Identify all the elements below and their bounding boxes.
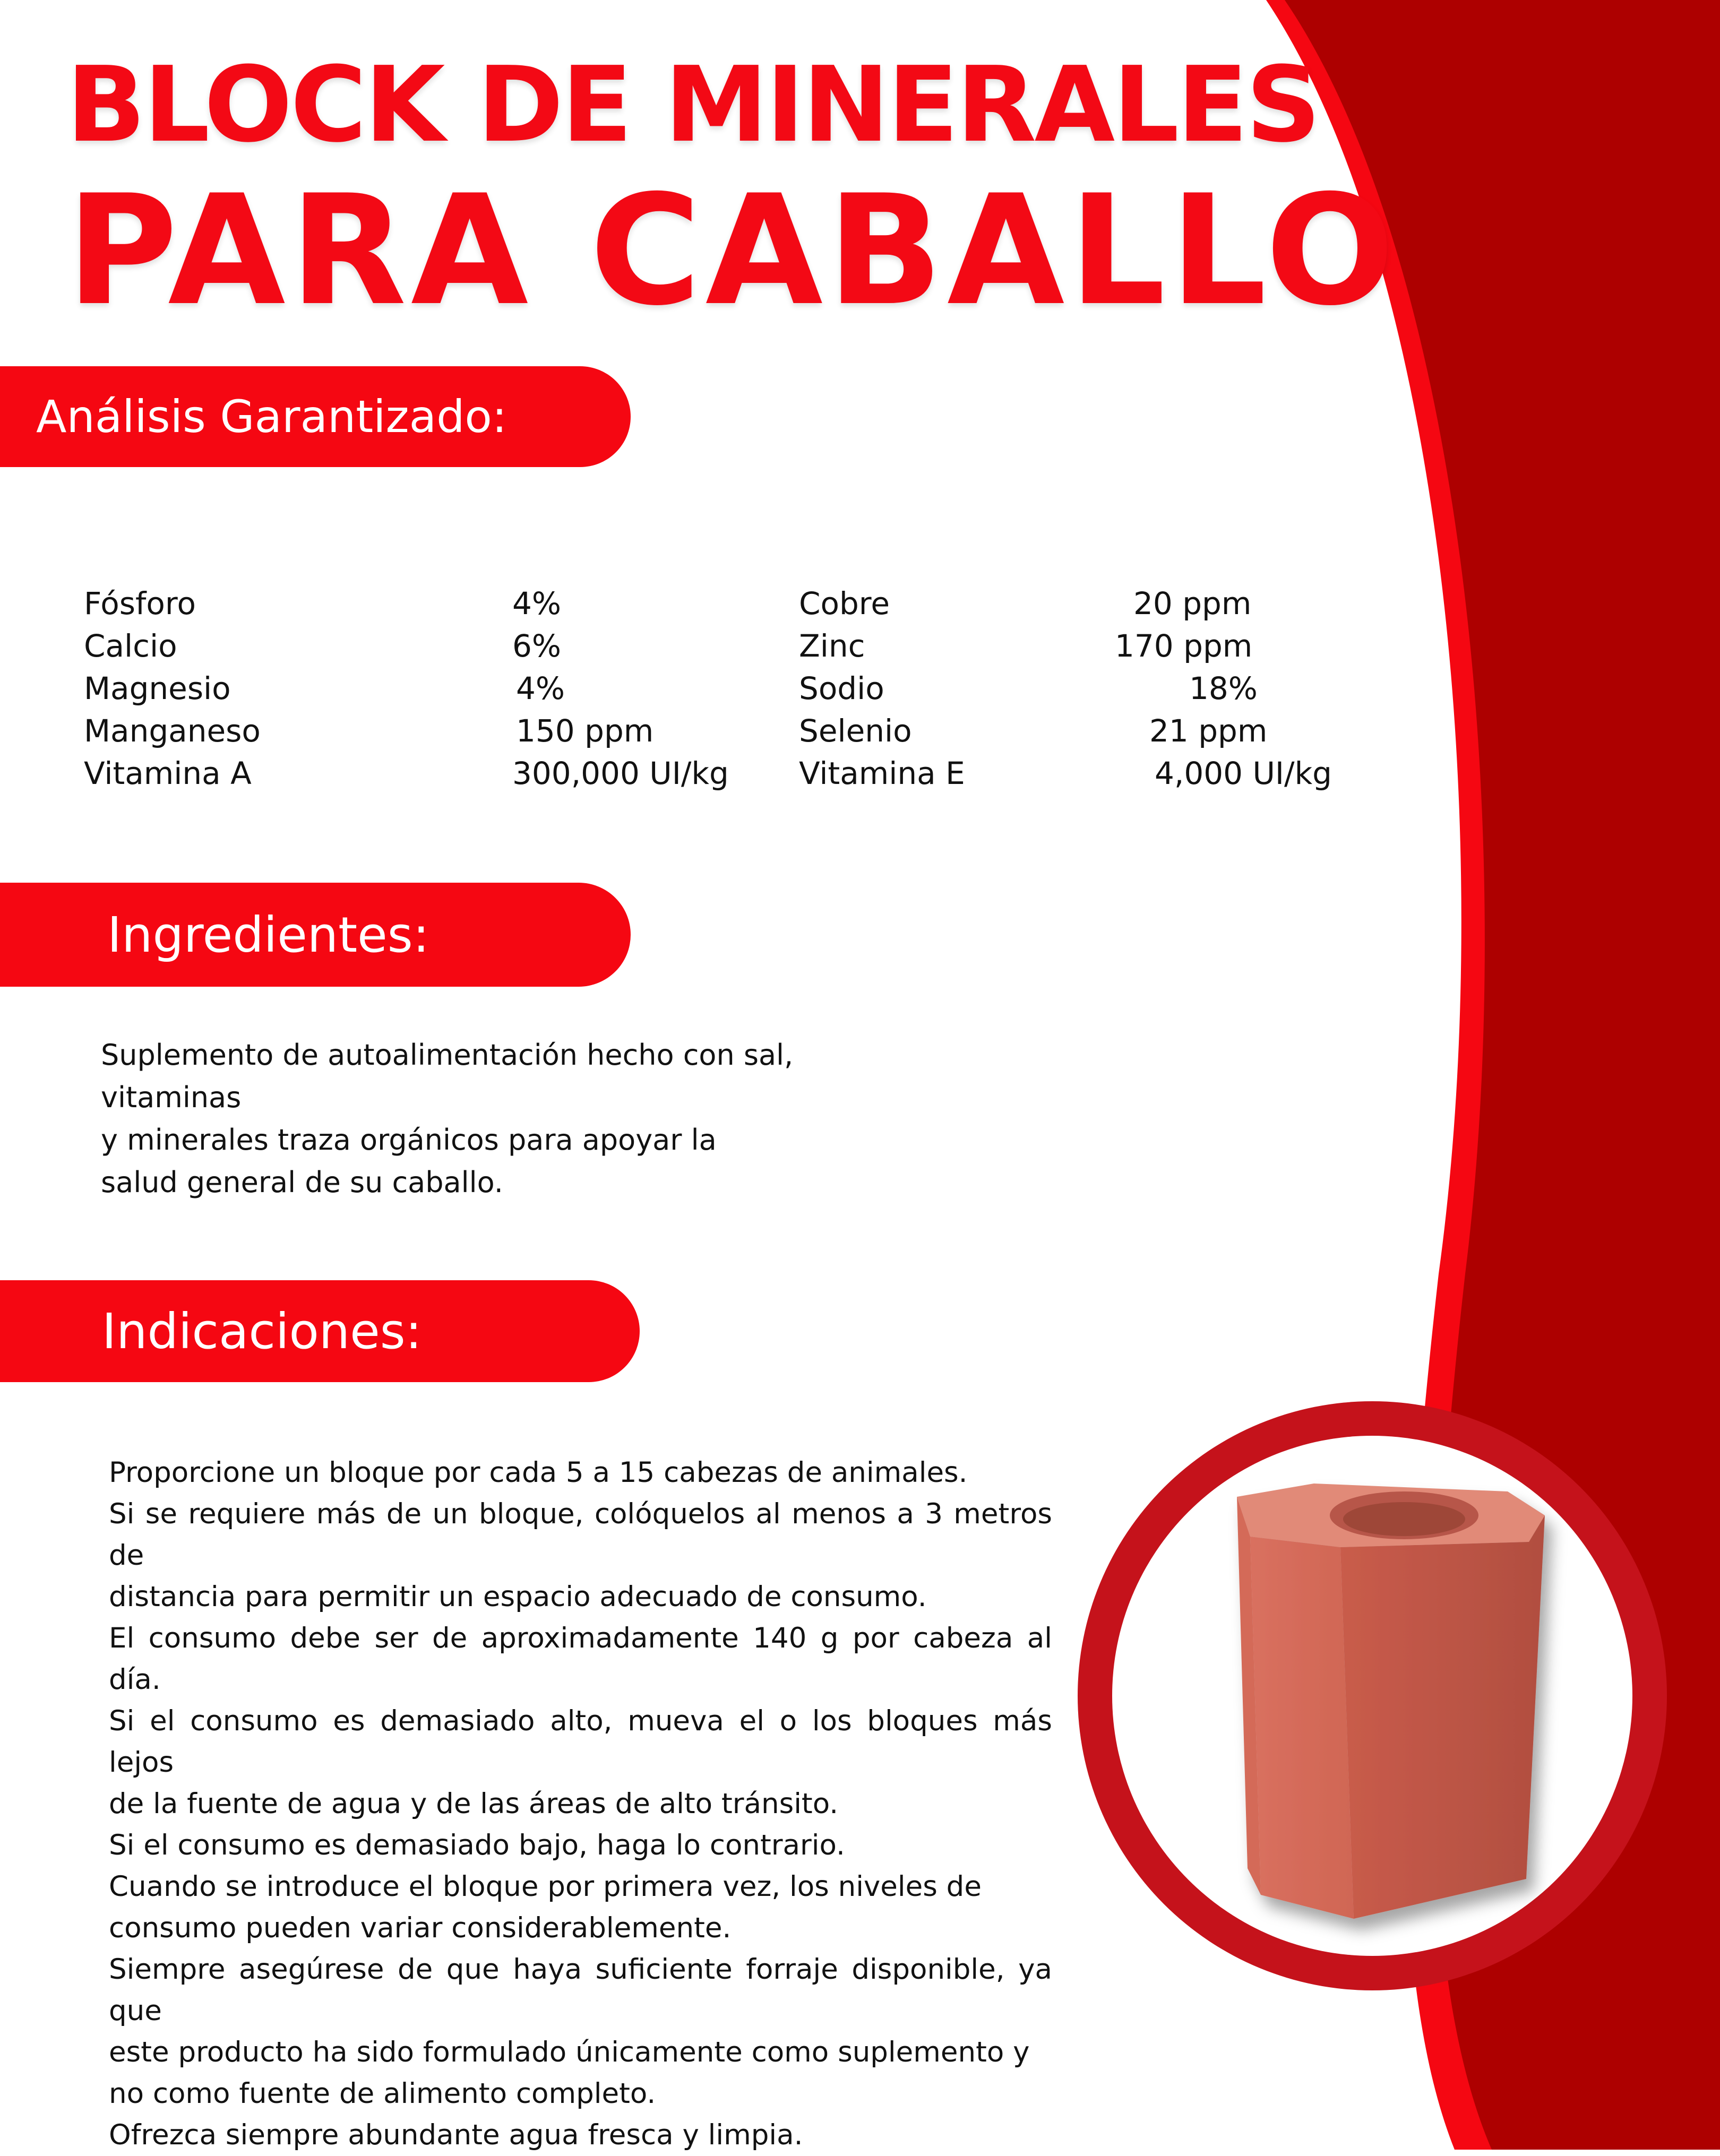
ingredients-line: y minerales traza orgánicos para apoyar la — [101, 1123, 717, 1157]
indications-line: Si el consumo es demasiado alto, mueva el o los bloques más lejos — [109, 1705, 1052, 1779]
analysis-heading-pill — [0, 366, 631, 467]
nutrient-value: 150 ppm — [516, 713, 654, 749]
nutrient-name: Selenio — [799, 713, 912, 749]
nutrient-name: Zinc — [799, 628, 865, 664]
nutrient-name: Vitamina A — [84, 755, 252, 791]
indications-line: no como fuente de alimento completo. — [109, 2077, 656, 2110]
indications-line: Ofrezca siempre abundante agua fresca y limpia. — [109, 2119, 803, 2151]
block-left-face — [1250, 1537, 1354, 1919]
indications-heading: Indicaciones: — [102, 1303, 422, 1360]
block-hole-inner — [1343, 1502, 1465, 1536]
indications-line: Siempre asegúrese de que haya suficiente forraje disponible, ya que — [109, 1953, 1052, 2027]
indications-line: de la fuente de agua y de las áreas de alto tránsito. — [109, 1788, 839, 1820]
indications-line: Si el consumo es demasiado bajo, haga lo contrario. — [109, 1829, 845, 1861]
title-line-1: BLOCK DE MINERALES — [66, 45, 1319, 166]
title-line-2: PARA CABALLO — [66, 163, 1399, 339]
nutrient-name: Manganeso — [84, 713, 261, 749]
nutrient-value: 4% — [516, 670, 565, 706]
indications-heading-pill — [0, 1280, 640, 1382]
nutrient-name: Cobre — [799, 585, 890, 622]
analysis-heading: Análisis Garantizado: — [36, 391, 508, 443]
ingredients-heading: Ingredientes: — [107, 906, 429, 963]
nutrient-value: 300,000 UI/kg — [512, 755, 729, 791]
nutrient-name: Fósforo — [84, 585, 196, 622]
indications-line: Proporcione un bloque por cada 5 a 15 cabezas de animales. — [109, 1456, 968, 1489]
nutrient-name: Vitamina E — [799, 755, 965, 791]
nutrient-value: 18% — [1189, 670, 1258, 706]
nutrient-value: 21 ppm — [1149, 713, 1268, 749]
nutrient-name: Calcio — [84, 628, 177, 664]
ingredients-paragraph — [101, 1034, 934, 1204]
nutrient-value: 4,000 UI/kg — [1155, 755, 1332, 791]
block-right-face — [1340, 1515, 1545, 1919]
nutrient-value: 6% — [512, 628, 562, 664]
indications-line: este producto ha sido formulado únicamente como suplemento y — [109, 2036, 1030, 2068]
nutrient-name: Sodio — [799, 670, 884, 706]
ingredients-heading-pill — [0, 883, 631, 987]
ingredients-line: Suplemento de autoalimentación hecho con sal, vitaminas — [101, 1038, 794, 1114]
nutrient-value: 4% — [512, 585, 562, 622]
indications-line: Si se requiere más de un bloque, colóquelos al menos a 3 metros de — [109, 1498, 1052, 1572]
nutrient-name: Magnesio — [84, 670, 231, 706]
indications-line: Cuando se introduce el bloque por primera vez, los niveles de — [109, 1870, 982, 1903]
indications-paragraph — [109, 1452, 1052, 2156]
mineral-block-icon — [1078, 1401, 1667, 1990]
nutrient-value: 20 ppm — [1133, 585, 1252, 622]
indications-line: El consumo debe ser de aproximadamente 140 g por cabeza al día. — [109, 1622, 1052, 1696]
indications-line: consumo pueden variar considerablemente. — [109, 1912, 732, 1944]
indications-line: distancia para permitir un espacio adecuado de consumo. — [109, 1581, 927, 1613]
nutrient-value: 170 ppm — [1115, 628, 1253, 664]
ingredients-line: salud general de su caballo. — [101, 1166, 503, 1199]
